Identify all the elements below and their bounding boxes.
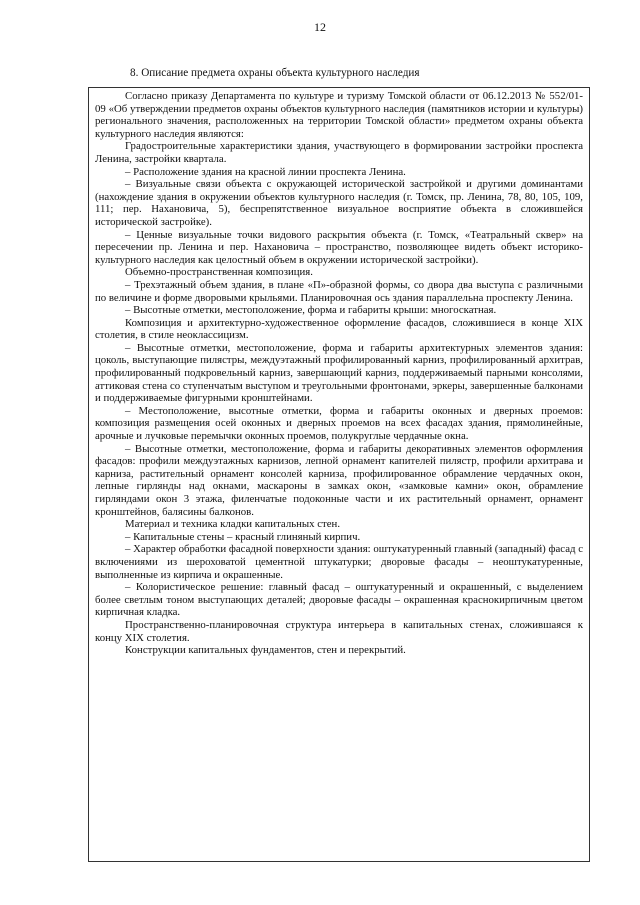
section-title: 8. Описание предмета охраны объекта культурного наследия — [130, 67, 420, 79]
paragraph-red-line: – Расположение здания на красной линии проспекта Ленина. — [125, 165, 406, 178]
page-number: 12 — [314, 20, 326, 34]
protection-subject-box — [88, 87, 590, 862]
paragraph-interior-structure: Пространственно-планировочная структура интерьера в капитальных стенах, сложившаяся к концу XIX столетия. — [95, 618, 583, 644]
paragraph-building-volume: – Трехэтажный объем здания, в плане «П»-образной формы, со двора два выступа с различными по величине и форме дворовыми крыльями. Планировочная ось здания параллельна проспекту Ленина. — [95, 278, 583, 304]
paragraph-walls-material: – Капитальные стены – красный глиняный кирпич. — [125, 530, 361, 543]
paragraph-facade-composition: Композиция и архитектурно-художественное оформление фасадов, сложившиеся в конце XIX столетия, в стиле неоклассицизм. — [95, 316, 583, 342]
paragraph-structures: Конструкции капитальных фундаментов, стен и перекрытий. — [125, 644, 406, 657]
paragraph-masonry: Материал и техника кладки капитальных стен. — [125, 518, 341, 531]
paragraph-visual-links: – Визуальные связи объекта с окружающей исторической застройкой и другими доминантами (нахождение здания в окружении объектов культурного наследия (г. Томск, пр. Ленина, 78, 80, 105, 109, 111; пер. Нахановича, 5), беспрепятственное визуальное восприятие объекта в сложившейся исторической застройке). — [95, 178, 583, 228]
paragraph-urban-planning: Градостроительные характеристики здания, участвующего в формировании застройки проспекта Ленина, застройки квартала. — [95, 140, 583, 165]
paragraph-roof: – Высотные отметки, местоположение, форма и габариты крыши: многоскатная. — [125, 304, 497, 317]
paragraph-viewpoints: – Ценные визуальные точки видового раскрытия объекта (г. Томск, «Театральный сквер» на пересечении пр. Ленина и пер. Нахановича – пространство, позволяющее видеть объект историко-культурного наследия как целостный объем в окружении исторической застройки). — [95, 228, 583, 266]
paragraph-decorative-elements: – Высотные отметки, местоположение, форма и габариты декоративных элементов оформления фасадов: профили междуэтажных карнизов, лепной орнамент капителей пилястр, профили архитрава и карниза, растительный орнамент консолей карниза, профилированное обрамление чердачных окон, лепные гирлянды над окнами, маскароны в замках окон, «замковые камни» окон, обрамление гирляндами окон 3 этажа, филенчатые подоконные части и их растительный орнамент, орнамент кронштейнов, балясины балконов. — [95, 442, 583, 518]
paragraph-volume-composition: Объемно-пространственная композиция. — [125, 266, 313, 279]
paragraph-surface-treatment: – Характер обработки фасадной поверхности здания: оштукатуренный главный (западный) фасад с включениями из шероховатой цементной штукатурки; дворовые фасады – неоштукатуренные, выполненные из кирпича и окрашенные. — [95, 543, 583, 581]
paragraph-openings: – Местоположение, высотные отметки, форма и габариты оконных и дверных проемов: композиция размещения осей оконных и дверных проемов на всех фасадах здания, прямолинейные, арочные и лучковые перемычки оконных проемов, полукруглые чердачные окна. — [95, 404, 583, 443]
paragraph-architectural-elements: – Высотные отметки, местоположение, форма и габариты архитектурных элементов здания: цоколь, выступающие пилястры, междуэтажный профилированный карниз, профилированный архитрав, профилированный подкровельный карниз, завершающий карниз, поддерживаемый парными консолями, аттиковая стена со ступенчатым выступом и треугольными фронтонами, эркеры, завершенные балконами и поддерживаемые фигурными кронштейнами. — [95, 341, 583, 405]
paragraph-intro: Согласно приказу Департамента по культуре и туризму Томской области от 06.12.2013 № 552/01-09 «Об утверждении предметов охраны объектов культурного наследия (памятников истории и культуры) регионального значения, расположенных на территории Томской области» предметом охраны объекта культурного наследия являются: — [95, 90, 583, 140]
paragraph-coloristic: – Колористическое решение: главный фасад – оштукатуренный и окрашенный, с выделением более светлым тоном выступающих деталей; дворовые фасады – окрашенная краснокирпичным цветом кирпичная кладка. — [95, 581, 583, 619]
